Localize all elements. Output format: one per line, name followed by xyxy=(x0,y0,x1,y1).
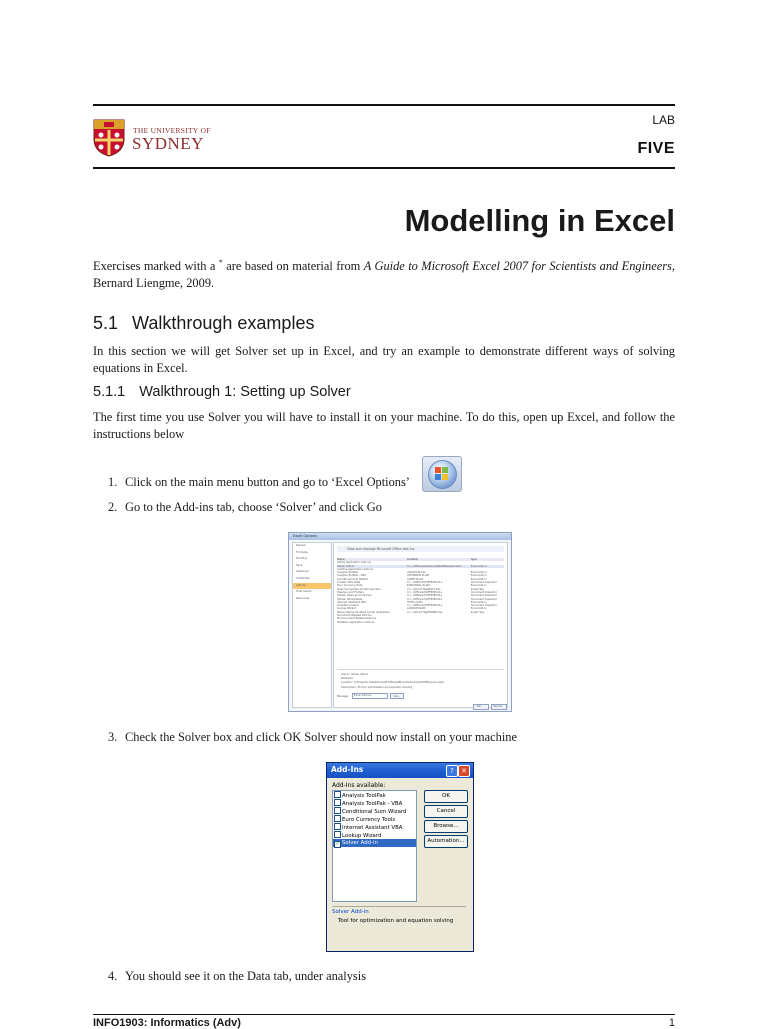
step-text: You should see it on the Data tab, under analysis xyxy=(125,969,367,983)
ok-button[interactable]: OK xyxy=(424,790,468,803)
subsection-heading-5-1-1 xyxy=(93,384,351,400)
table-cell: Internet Assistant VBA xyxy=(337,600,367,604)
list-item-label: Analysis ToolPak xyxy=(342,793,386,799)
table-cell: Excel Add-in xyxy=(470,577,487,581)
table-cell: ATPVBAEN.XLAM xyxy=(407,574,429,578)
nav-item[interactable]: Formulas xyxy=(296,550,308,554)
addins-dialog-titlebar xyxy=(327,763,473,778)
table-cell: Conditional Sum Wizard xyxy=(337,577,368,581)
table-cell: No Document Related Add-ins xyxy=(337,617,376,621)
detail-addin: Add-in: Solver Add-in xyxy=(341,673,369,676)
section-title: Walkthrough examples xyxy=(132,313,315,333)
table-cell: Analysis ToolPak - VBA xyxy=(337,574,366,578)
logo-square-yellow xyxy=(442,474,448,480)
addin-info-text: Tool for optimization and equation solving xyxy=(338,918,454,924)
addins-list-label: Add-Ins available: xyxy=(332,782,386,789)
table-cell: Document Inspector xyxy=(470,590,497,594)
university-crest-icon xyxy=(93,119,125,157)
logo-square-blue xyxy=(435,474,441,480)
subsection-number: 5.1.1 xyxy=(93,384,126,400)
cancel-button[interactable]: Cancel xyxy=(424,805,468,818)
footer-page-number: 1 xyxy=(668,1017,675,1029)
table-cell: Custom XML Data xyxy=(337,581,361,585)
table-cell: Document Inspector xyxy=(470,597,497,601)
detail-description: Description: Tool for optimization and equation solving xyxy=(341,686,412,689)
detail-publisher: Publisher: xyxy=(341,677,354,680)
table-cell: C:\...\Office12\OFFRHD.DLL xyxy=(407,604,443,608)
list-item[interactable] xyxy=(333,807,416,815)
footer-rule xyxy=(93,1014,675,1015)
logo-square-green xyxy=(442,467,448,473)
book-title: A Guide to Microsoft Excel 2007 for Scientists and Engineers xyxy=(363,259,672,274)
table-cell: C:\...\Office12\OFFRHD.DLL xyxy=(407,597,443,601)
list-item-label: Conditional Sum Wizard xyxy=(342,809,407,815)
list-item[interactable] xyxy=(333,831,416,839)
table-cell: Excel Add-in xyxy=(470,584,487,588)
close-icon[interactable]: ✕ xyxy=(458,765,470,777)
list-item-label: Solver Add-in xyxy=(342,840,378,846)
automation-button[interactable]: Automation... xyxy=(424,835,468,848)
table-cell: Document Inspector xyxy=(470,604,497,608)
step-number: 4. xyxy=(108,969,118,983)
manage-select-value: Excel Add-ins xyxy=(354,694,372,697)
table-cell: Name xyxy=(337,558,345,561)
nav-item[interactable]: Proofing xyxy=(296,557,307,561)
footer-course: INFO1903: Informatics (Adv) xyxy=(93,1017,241,1029)
table-cell: Hidden Worksheets xyxy=(337,597,363,601)
intro-paragraph xyxy=(93,254,675,292)
cancel-label: Cancel xyxy=(493,705,502,708)
nav-item[interactable]: Popular xyxy=(296,544,306,547)
checkbox[interactable] xyxy=(334,807,341,814)
table-cell: Smart Tag xyxy=(470,587,484,591)
table-cell: Lookup Wizard xyxy=(337,607,356,611)
table-cell: Active Application Add-ins xyxy=(337,561,371,565)
table-cell: Analysis ToolPak xyxy=(337,571,359,575)
ok-label: OK xyxy=(477,705,481,708)
table-cell: Excel Add-in xyxy=(470,564,487,568)
list-item[interactable] xyxy=(333,799,416,807)
intro-text-1: Exercises marked with a xyxy=(93,259,219,274)
subsection-body: The first time you use Solver you will have to install it on your machine. To do this, open up Excel, and follow the instructions below xyxy=(93,410,675,441)
step-3 xyxy=(108,730,517,745)
table-cell: Euro Currency Tools xyxy=(337,584,363,588)
table-cell: Type xyxy=(470,558,477,561)
header-rule xyxy=(93,167,675,169)
addins-dialog xyxy=(326,762,474,952)
table-cell: LOOKUP.XLAM xyxy=(407,607,426,611)
list-item-label: Euro Currency Tools xyxy=(342,817,396,823)
nav-item[interactable]: Trust Center xyxy=(296,590,312,594)
detail-location: Location: C:\Program Files\Microsoft Office\Office12\Library\SOLVER\solver.xlam xyxy=(341,681,445,684)
table-cell: Financial Symbol (Smart tag lists) xyxy=(337,587,381,591)
step-text: Click on the main menu button and go to ‘Excel Options’ xyxy=(125,475,410,489)
office-button-icon xyxy=(422,456,462,492)
table-cell: Solver Add-in xyxy=(337,564,355,568)
nav-item-add-ins[interactable]: Add-Ins xyxy=(293,583,331,590)
table-row xyxy=(337,621,504,624)
table-cell: C:\...\Smart Tag\MOFL.DLL xyxy=(407,587,441,591)
lab-number: FIVE xyxy=(637,140,675,157)
nav-item[interactable]: Advanced xyxy=(296,570,309,574)
table-cell: C:\...\Smart Tag\FNAME.DLL xyxy=(407,610,443,614)
top-rule xyxy=(93,104,675,106)
nav-item[interactable]: Save xyxy=(296,563,303,567)
excel-options-titlebar xyxy=(289,533,511,540)
step-1 xyxy=(108,475,410,490)
nav-item[interactable]: Resources xyxy=(296,596,310,600)
table-cell: HTML.XLAM xyxy=(407,600,423,604)
table-cell: C:\...\Office12\OFFRHD.DLL xyxy=(407,581,443,585)
help-icon[interactable]: ? xyxy=(446,765,458,777)
checkbox-checked[interactable]: ✓ xyxy=(335,841,340,847)
table-cell: EUROTOOL.XLAM xyxy=(407,584,430,588)
list-item[interactable] xyxy=(333,791,416,799)
manage-label: Manage: xyxy=(337,694,350,698)
checkbox[interactable] xyxy=(334,815,341,822)
table-cell: ANALYS32.XLL xyxy=(407,571,426,575)
lab-label: LAB xyxy=(652,113,675,127)
nav-item[interactable]: Customize xyxy=(296,576,310,580)
section-1-body: In this section we will get Solver set up in Excel, and try an example to demonstrate different ways of solving equations in Excel. xyxy=(93,344,675,375)
table-cell: SUMIF.XLAM xyxy=(407,577,423,581)
list-item[interactable] xyxy=(333,823,416,831)
list-item-label: Internet Assistant VBA xyxy=(342,825,403,831)
logo-line-2: SYDNEY xyxy=(132,134,204,153)
excel-options-nav xyxy=(292,542,332,708)
manage-select[interactable] xyxy=(352,693,388,699)
table-cell: Excel Add-in xyxy=(470,600,487,604)
table-cell: C:\...\Office12\OFFRHD.DLL xyxy=(407,594,443,598)
section-number: 5.1 xyxy=(93,313,119,333)
excel-options-cancel-button[interactable] xyxy=(491,704,507,710)
table-cell: Invisible Content xyxy=(337,604,359,608)
university-logo xyxy=(93,119,213,159)
table-cell: Location xyxy=(407,558,419,561)
step-text: Go to the Add-ins tab, choose ‘Solver’ and click Go xyxy=(125,500,382,514)
intro-text-3: , Bernard Liengme, 2009. xyxy=(93,259,675,291)
browse-button[interactable]: Browse... xyxy=(424,820,468,833)
intro-text-2: are based on material from xyxy=(222,259,364,274)
list-item-label: Analysis ToolPak - VBA xyxy=(342,801,403,807)
table-cell: Inactive Application Add-ins xyxy=(337,567,374,571)
step-text: Check the Solver box and click OK Solver should now install on your machine xyxy=(125,730,517,744)
table-cell: Excel Add-in xyxy=(470,571,487,575)
table-cell: Headers and Footers xyxy=(337,590,364,594)
table-cell: Document Inspector xyxy=(470,594,497,598)
addin-info-box xyxy=(332,906,466,947)
go-button[interactable]: Go... xyxy=(390,693,404,699)
table-cell: Excel Add-in xyxy=(470,574,487,578)
table-cell: Hidden Rows and Columns xyxy=(337,594,372,598)
table-cell: C:\...\Office12\Library\SOLVER\solver.xlam xyxy=(407,564,462,568)
list-item[interactable] xyxy=(333,815,416,823)
checkbox[interactable] xyxy=(334,823,341,830)
step-number: 3. xyxy=(108,730,118,744)
page-title: Modelling in Excel xyxy=(404,203,675,238)
checkbox[interactable] xyxy=(334,799,341,806)
step-2 xyxy=(108,500,382,515)
subsection-title: Walkthrough 1: Setting up Solver xyxy=(139,384,351,400)
excel-options-screenshot xyxy=(288,532,512,712)
step-4 xyxy=(108,969,366,984)
table-cell: Excel Add-in xyxy=(470,607,487,611)
excel-options-main xyxy=(333,542,508,708)
table-cell: Disabled Application Add-ins xyxy=(337,620,375,624)
list-item-label: Lookup Wizard xyxy=(342,833,382,839)
table-cell: Document Inspector xyxy=(470,581,497,585)
addins-heading: View and manage Microsoft Office add-ins. xyxy=(337,546,504,552)
excel-options-ok-button[interactable] xyxy=(473,704,489,710)
asterisk-mark: * xyxy=(218,258,223,267)
list-item[interactable] xyxy=(333,839,416,847)
table-cell: C:\...\Office12\OFFRHD.DLL xyxy=(407,590,443,594)
step-number: 2. xyxy=(108,500,118,514)
addin-info-title: Solver Add-in xyxy=(332,909,369,915)
table-cell: Document Related Add-ins xyxy=(337,614,372,618)
section-heading-5-1 xyxy=(93,313,314,334)
logo-square-red xyxy=(435,467,441,473)
step-number: 1. xyxy=(108,475,118,489)
addins-dialog-title: Add-Ins xyxy=(331,765,364,774)
logo-line-1: THE UNIVERSITY OF xyxy=(133,126,211,135)
table-cell: Smart Tag xyxy=(470,610,484,614)
checkbox[interactable] xyxy=(334,791,341,798)
table-cell: Person Name (Outlook e-mail recipients) xyxy=(337,610,390,614)
excel-options-title: Excel Options xyxy=(293,534,317,538)
checkbox[interactable] xyxy=(334,831,341,838)
addins-table xyxy=(337,558,504,666)
addins-list[interactable] xyxy=(332,790,417,902)
